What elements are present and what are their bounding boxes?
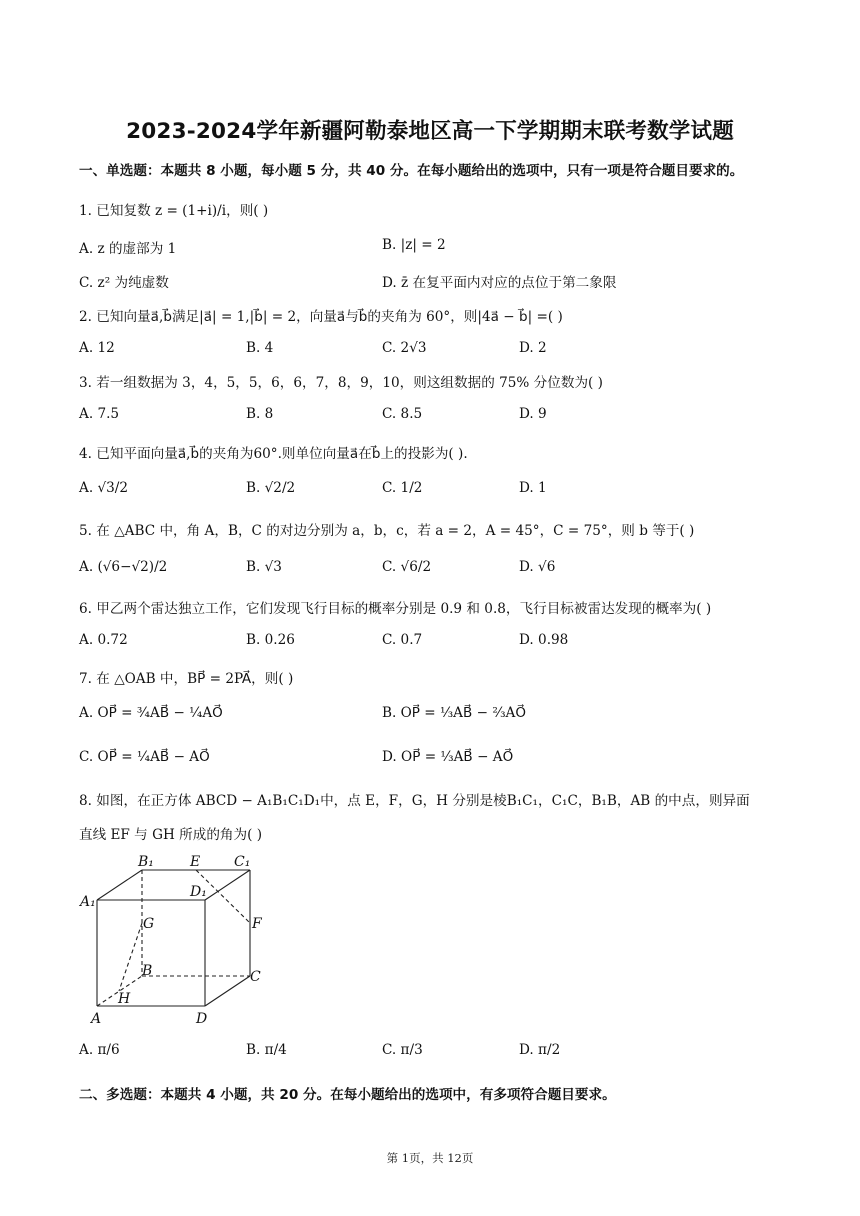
question-7-stem: 7. 在 △OAB 中，BP⃗ = 2PA⃗，则( ) bbox=[79, 671, 294, 687]
question-3-option-d: D. 9 bbox=[519, 406, 547, 422]
label-c1: C₁ bbox=[234, 854, 251, 870]
label-h: H bbox=[118, 991, 131, 1007]
question-3-option-b: B. 8 bbox=[246, 406, 274, 422]
cube-figure bbox=[78, 848, 278, 1028]
question-7-option-d: D. OP⃗ = ¹⁄₃AB⃗ − AO⃗ bbox=[382, 749, 514, 765]
question-8-option-b: B. π/4 bbox=[246, 1042, 287, 1058]
edge-d-c bbox=[205, 976, 250, 1006]
edge-a1-b1 bbox=[97, 870, 142, 900]
question-8-stem-line-1: 8. 如图，在正方体 ABCD − A₁B₁C₁D₁中，点 E，F，G，H 分别是棱B₁C₁，C₁C，B₁B，AB 的中点，则异面 bbox=[79, 793, 750, 809]
label-b1: B₁ bbox=[138, 854, 154, 870]
question-1-option-a: A. z 的虚部为 1 bbox=[79, 241, 177, 257]
question-1-stem: 1. 已知复数 z = (1+i)/i，则( ) bbox=[79, 203, 269, 219]
label-d: D bbox=[196, 1011, 208, 1027]
question-5-option-b: B. √3 bbox=[246, 559, 282, 575]
question-8-option-a: A. π/6 bbox=[79, 1042, 120, 1058]
question-6-option-d: D. 0.98 bbox=[519, 632, 569, 648]
question-3-option-c: C. 8.5 bbox=[382, 406, 423, 422]
question-4-option-d: D. 1 bbox=[519, 480, 547, 496]
question-5-option-c: C. √6/2 bbox=[382, 559, 432, 575]
question-1-option-b: B. |z| = 2 bbox=[382, 237, 446, 253]
question-2-option-a: A. 12 bbox=[79, 340, 115, 356]
question-7-option-c: C. OP⃗ = ¹⁄₄AB⃗ − AO⃗ bbox=[79, 749, 210, 765]
question-5-option-a: A. (√6−√2)/2 bbox=[79, 559, 168, 575]
question-1-option-d: D. z̄ 在复平面内对应的点位于第二象限 bbox=[382, 275, 617, 291]
label-a: A bbox=[91, 1011, 102, 1027]
label-c: C bbox=[250, 969, 261, 985]
label-b: B bbox=[142, 963, 153, 979]
label-a1: A₁ bbox=[80, 894, 96, 910]
label-d1: D₁ bbox=[190, 884, 207, 900]
question-6-option-b: B. 0.26 bbox=[246, 632, 295, 648]
question-4-option-c: C. 1/2 bbox=[382, 480, 423, 496]
question-4-option-a: A. √3/2 bbox=[79, 480, 128, 496]
question-2-option-b: B. 4 bbox=[246, 340, 274, 356]
question-5-stem: 5. 在 △ABC 中，角 A，B，C 的对边分别为 a，b，c，若 a = 2，A = 45°，C = 75°，则 b 等于( ) bbox=[79, 523, 695, 539]
question-7-option-a: A. OP⃗ = ³⁄₄AB⃗ − ¹⁄₄AO⃗ bbox=[79, 705, 223, 721]
label-f: F bbox=[252, 916, 262, 932]
question-8-stem-line-2: 直线 EF 与 GH 所成的角为( ) bbox=[79, 827, 263, 843]
question-6-stem: 6. 甲乙两个雷达独立工作，它们发现飞行目标的概率分别是 0.9 和 0.8，飞行目标被雷达发现的概率为( ) bbox=[79, 601, 712, 617]
question-4-stem: 4. 已知平面向量a⃗,b⃗的夹角为60°.则单位向量a⃗在b⃗上的投影为( ). bbox=[79, 446, 468, 462]
question-3-option-a: A. 7.5 bbox=[79, 406, 120, 422]
question-1-option-c: C. z² 为纯虚数 bbox=[79, 275, 169, 291]
page-footer: 第 1页，共 12页 bbox=[386, 1151, 474, 1165]
question-8-option-d: D. π/2 bbox=[519, 1042, 561, 1058]
label-e: E bbox=[190, 854, 201, 870]
question-6-option-a: A. 0.72 bbox=[79, 632, 128, 648]
section-heading-multiple-choice: 二、多选题：本题共 4 小题，共 20 分。在每小题给出的选项中，有多项符合题目要求。 bbox=[79, 1087, 616, 1103]
question-6-option-c: C. 0.7 bbox=[382, 632, 423, 648]
question-2-option-c: C. 2√3 bbox=[382, 340, 427, 356]
question-2-option-d: D. 2 bbox=[519, 340, 547, 356]
question-3-stem: 3. 若一组数据为 3，4，5，5，6，6，7，8，9，10，则这组数据的 75% 分位数为( ) bbox=[79, 375, 603, 391]
page-title: 2023-2024学年新疆阿勒泰地区高一下学期期末联考数学试题 bbox=[126, 119, 734, 144]
question-8-option-c: C. π/3 bbox=[382, 1042, 423, 1058]
question-5-option-d: D. √6 bbox=[519, 559, 556, 575]
question-7-option-b: B. OP⃗ = ¹⁄₃AB⃗ − ²⁄₃AO⃗ bbox=[382, 705, 527, 721]
segment-gh bbox=[119, 923, 142, 991]
question-2-stem: 2. 已知向量a⃗,b⃗满足|a⃗| = 1,|b⃗| = 2，向量a⃗与b⃗的夹角为 60°，则|4a⃗ − b⃗| =( ) bbox=[79, 309, 563, 325]
label-g: G bbox=[143, 916, 155, 932]
section-heading-single-choice: 一、单选题：本题共 8 小题，每小题 5 分，共 40 分。在每小题给出的选项中，只有一项是符合题目要求的。 bbox=[79, 163, 744, 179]
question-4-option-b: B. √2/2 bbox=[246, 480, 296, 496]
